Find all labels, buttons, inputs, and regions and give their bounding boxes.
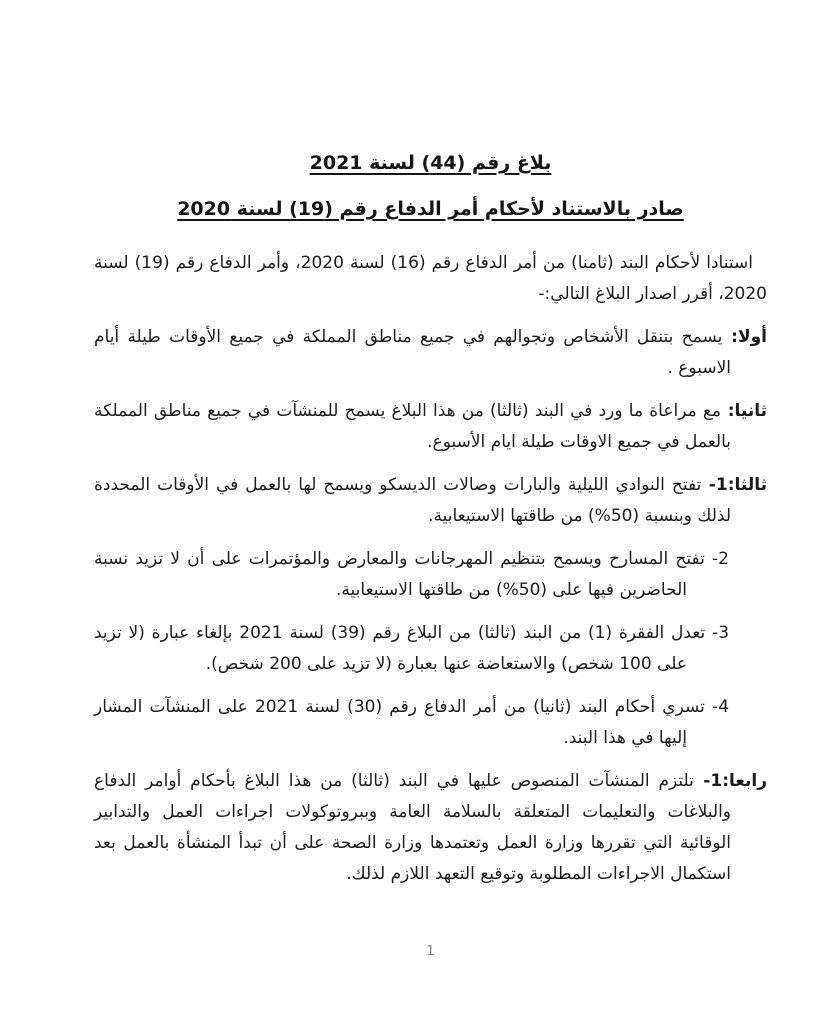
paragraph-label: أولا: bbox=[722, 327, 768, 347]
paragraph-label: 3- bbox=[705, 623, 730, 643]
paragraph-label: ثالثا:1- bbox=[701, 475, 767, 495]
paragraph-text: تسري أحكام البند (ثانيا) من أمر الدفاع رقم (30) لسنة 2021 على المنشآت المشار إليها في هذا البند. bbox=[94, 697, 705, 748]
paragraph-label: 4- bbox=[704, 697, 730, 717]
paragraph-text: مع مراعاة ما ورد في البند (ثالثا) من هذا البلاغ يسمح للمنشآت في جميع مناطق المملكة بالعمل في جميع الاوقات طيلة ايام الأسبوع. bbox=[94, 401, 731, 452]
paragraph-text: يسمح بتنقل الأشخاص وتجوالهم في جميع مناطق المملكة في جميع الأوقات طيلة أيام الاسبوع . bbox=[94, 327, 731, 378]
paragraph-text: تعدل الفقرة (1) من البند (ثالثا) من البلاغ رقم (39) لسنة 2021 بإلغاء عبارة (لا تزيد على 100 شخص) والاستعاضة عنها بعبارة (لا تزيد على 200 شخص). bbox=[94, 623, 706, 674]
paragraph-label: 2- bbox=[704, 549, 729, 569]
paragraph bbox=[94, 396, 767, 458]
document-title: بلاغ رقم (44) لسنة 2021 bbox=[309, 152, 552, 174]
paragraph-label: رابعا:1- bbox=[693, 771, 767, 791]
paragraph bbox=[94, 470, 767, 532]
paragraph-text: تفتح المسارح ويسمح بتنظيم المهرجانات والمعارض والمؤتمرات على أن لا تزيد نسبة الحاضرين فيها على (50%) من طاقتها الاستيعابية. bbox=[94, 549, 705, 600]
paragraph bbox=[94, 248, 767, 310]
paragraph bbox=[94, 766, 767, 890]
paragraph-list bbox=[94, 248, 767, 890]
document-content bbox=[94, 148, 767, 902]
paragraph bbox=[94, 322, 767, 384]
paragraph bbox=[94, 544, 767, 606]
paragraph-label: ثانيا: bbox=[721, 401, 767, 421]
paragraph-text: تفتح النوادي الليلية والبارات وصالات الديسكو ويسمح لها بالعمل في الأوقات المحددة لذلك وبنسبة (50%) من طاقتها الاستيعابية. bbox=[94, 475, 731, 526]
page-number: 1 bbox=[426, 944, 435, 959]
paragraph-text: استنادا لأحكام البند (ثامنا) من أمر الدفاع رقم (16) لسنة 2020، وأمر الدفاع رقم (19) لسنة 2020، أقرر اصدار البلاغ التالي:- bbox=[94, 253, 767, 304]
document-subtitle: صادر بالاستناد لأحكام أمر الدفاع رقم (19) لسنة 2020 bbox=[177, 198, 684, 220]
paragraph bbox=[94, 692, 767, 754]
paragraph bbox=[94, 618, 767, 680]
paragraph-text: تلتزم المنشآت المنصوص عليها في البند (ثالثا) من هذا البلاغ بأحكام أوامر الدفاع والبلاغات والتعليمات المتعلقة بالسلامة العامة وببروتوكولات اجراءات العمل والتدابير الوقائية التي تقررها وزارة العمل وتعتمدها وزارة الصحة على أن تبدأ المنشأة بالعمل بعد استكمال الاجراءات المطلوبة وتوقيع التعهد اللازم لذلك. bbox=[94, 771, 731, 884]
